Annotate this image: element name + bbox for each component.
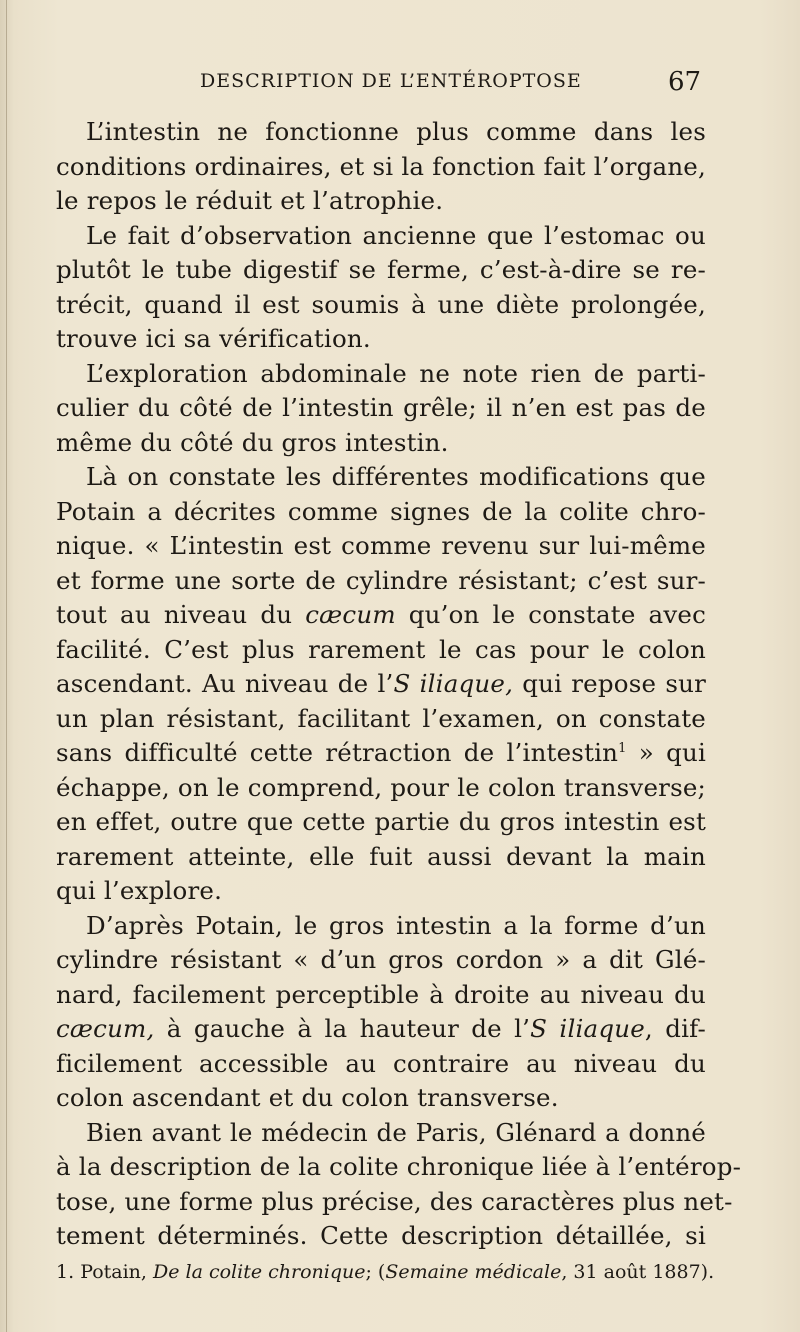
text-line: Potain a décrites comme signes de la colite chro- <box>56 496 706 526</box>
line-segment: tout au niveau du <box>56 600 306 629</box>
text-line: rarement atteinte, elle fuit aussi devant la main <box>56 841 706 871</box>
text-line: conditions ordinaires, et si la fonction fait l’organe, <box>56 151 706 181</box>
text-line: nique. « L’intestin est comme revenu sur lui-même <box>56 531 706 560</box>
footnote-number: 1. <box>56 1261 75 1283</box>
text-line: Le fait d’observation ancienne que l’estomac ou <box>86 220 706 250</box>
text-line: cylindre résistant « d’un gros cordon » a dit Glé- <box>56 945 706 974</box>
page-number: 67 <box>668 67 702 97</box>
text-line: trouve ici sa vérification. <box>56 324 371 353</box>
line-segment: , dif- <box>644 1014 706 1043</box>
line-segment: » qui <box>626 738 706 767</box>
text-line: échappe, on le comprend, pour le colon transverse; <box>56 772 706 802</box>
text-line: un plan résistant, facilitant l’examen, on constate <box>56 703 706 733</box>
text-line: en effet, outre que cette partie du gros intestin est <box>56 807 706 836</box>
italic-term: cæcum, <box>56 1014 155 1043</box>
text-line: tement déterminés. Cette description détaillée, si <box>56 1221 706 1250</box>
italic-term: cæcum <box>305 600 396 629</box>
text-line <box>56 1012 706 1047</box>
text-line: plutôt le tube digestif se ferme, c’est-à-dire se re- <box>56 255 706 284</box>
text-line: L’intestin ne fonctionne plus comme dans les <box>86 117 706 146</box>
text-line: le repos le réduit et l’atrophie. <box>56 186 444 215</box>
text-line <box>56 667 706 702</box>
text-line: à la description de la colite chronique liée à l’entérop- <box>56 1152 742 1181</box>
text-line: colon ascendant et du colon transverse. <box>56 1083 559 1112</box>
text-line: trécit, quand il est soumis à une diète prolongée, <box>56 289 706 319</box>
text-line: culier du côté de l’intestin grêle; il n’en est pas de <box>56 393 706 422</box>
text-line: même du côté du gros intestin. <box>56 427 449 457</box>
text-line: L’exploration abdominale ne note rien de parti- <box>86 358 706 388</box>
italic-term: S iliaque, <box>393 669 514 698</box>
footnote-ref: 1 <box>618 740 627 756</box>
text-line: facilité. C’est plus rarement le cas pour le colon <box>56 634 706 664</box>
footnote <box>56 1261 715 1283</box>
line-segment: ascendant. Au niveau de l’ <box>56 669 394 698</box>
line-segment: qui repose sur <box>513 669 706 698</box>
page-header <box>0 67 800 110</box>
line-segment: à gauche à la hauteur de l’ <box>154 1014 531 1043</box>
line-segment: qu’on le constate avec <box>395 600 706 629</box>
text-line: ficilement accessible au contraire au niveau du <box>56 1048 706 1078</box>
text-line: qui l’explore. <box>56 876 223 905</box>
text-line: et forme une sorte de cylindre résistant; c’est sur- <box>56 565 706 595</box>
page-edge <box>6 0 7 1332</box>
running-title: DESCRIPTION DE L’ENTÉROPTOSE <box>200 70 582 92</box>
footnote-author: Potain, <box>80 1261 153 1283</box>
text-line: tose, une forme plus précise, des caractères plus net- <box>56 1186 733 1216</box>
text-line <box>56 736 706 771</box>
footnote-date: , 31 août 1887). <box>561 1261 715 1283</box>
text-line: D’après Potain, le gros intestin a la forme d’un <box>86 910 706 940</box>
body-text <box>56 115 742 1254</box>
footnote-title: De la colite chronique <box>153 1261 366 1283</box>
text-line: Là on constate les différentes modifications que <box>86 462 706 491</box>
line-segment: sans difficulté cette rétraction de l’intestin <box>56 738 619 767</box>
text-line: Bien avant le médecin de Paris, Glénard a donné <box>86 1117 706 1147</box>
footnote-journal: Semaine médicale <box>385 1261 562 1283</box>
italic-term: S iliaque <box>530 1014 645 1043</box>
text-line: nard, facilement perceptible à droite au niveau du <box>56 979 706 1009</box>
footnote-separator: ; ( <box>365 1261 386 1283</box>
text-line <box>56 598 706 633</box>
